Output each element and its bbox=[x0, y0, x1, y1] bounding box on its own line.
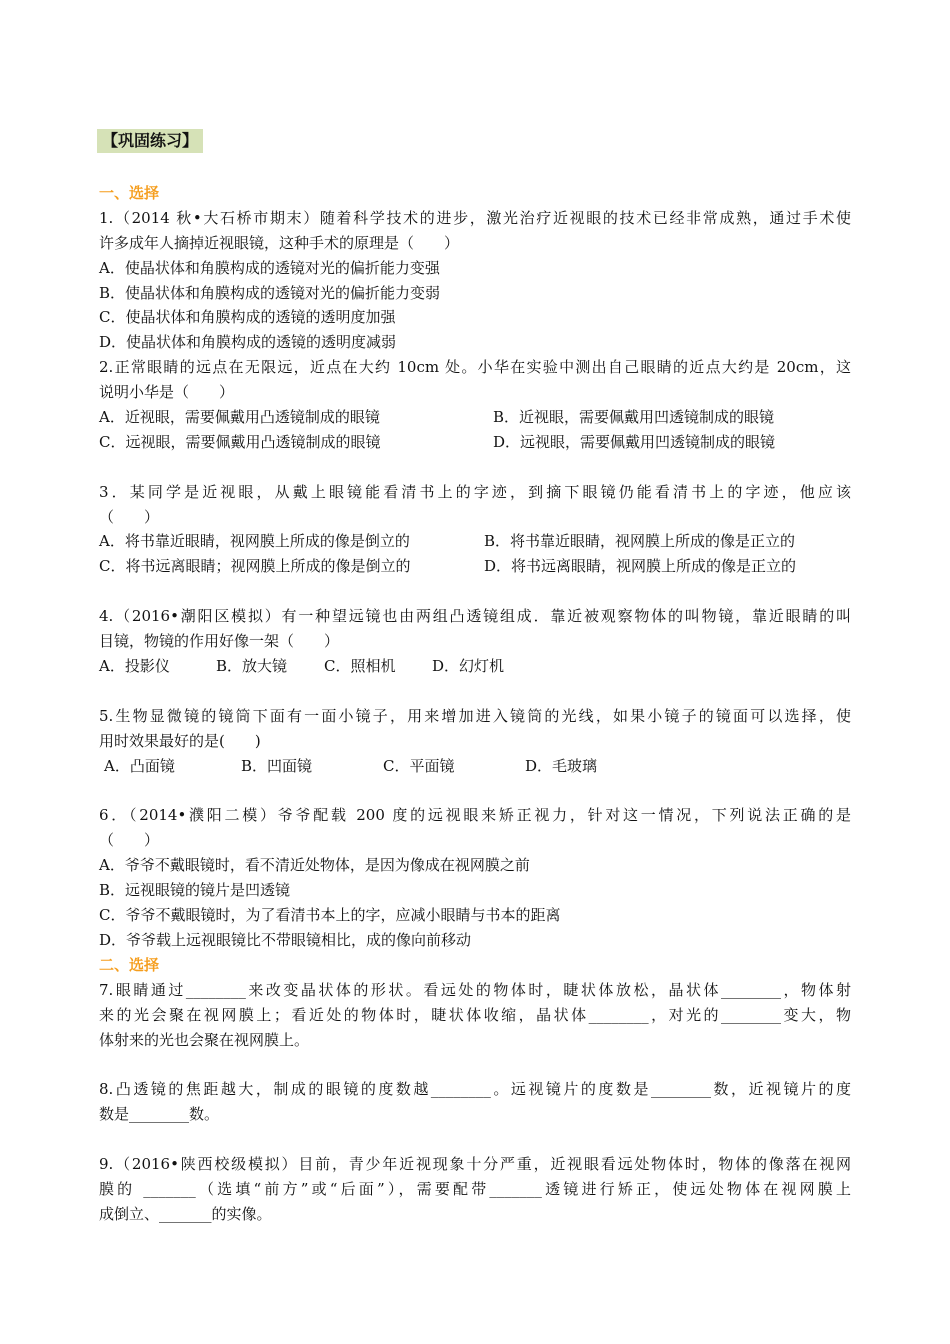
q7-line2: 来的光会聚在视网膜上；看近处的物体时，睫状体收缩，晶状体________，对光的________变大，物 bbox=[99, 1006, 851, 1024]
q9-line1: 9.（2016•陕西校级模拟）目前，青少年近视现象十分严重，近视眼看远处物体时，物体的像落在视网 bbox=[99, 1155, 851, 1173]
q6-stem-line2: （ ） bbox=[99, 831, 160, 849]
q2-stem-line2: 说明小华是（ ） bbox=[99, 383, 235, 401]
q4-option-a: A．投影仪 bbox=[99, 657, 170, 675]
section-heading-2: 二、选择 bbox=[99, 956, 160, 974]
section-heading-1: 一、选择 bbox=[99, 184, 160, 202]
q7-line3: 体射来的光也会聚在视网膜上。 bbox=[99, 1031, 310, 1049]
q9-line2: 膜的 _______（选填“前方”或“后面”），需要配带_______透镜进行矫正，使远处物体在视网膜上 bbox=[99, 1180, 851, 1198]
section-banner: 【巩固练习】 bbox=[97, 129, 203, 153]
q6-option-b: B．远视眼镜的镜片是凹透镜 bbox=[99, 881, 291, 899]
q9-line3: 成倒立、_______的实像。 bbox=[99, 1205, 272, 1223]
q5-option-c: C．平面镜 bbox=[383, 757, 455, 775]
q5-option-b: B．凹面镜 bbox=[241, 757, 313, 775]
q1-option-b: B．使晶状体和角膜构成的透镜对光的偏折能力变弱 bbox=[99, 284, 441, 302]
q1-option-d: D．使晶状体和角膜构成的透镜的透明度减弱 bbox=[99, 333, 397, 351]
q5-stem-line2: 用时效果最好的是( ) bbox=[99, 732, 261, 750]
q2-option-d: D．远视眼，需要佩戴用凹透镜制成的眼镜 bbox=[493, 433, 776, 451]
q5-stem-line1: 5.生物显微镜的镜筒下面有一面小镜子，用来增加进入镜筒的光线，如果小镜子的镜面可以选择，使 bbox=[99, 707, 851, 725]
q3-option-d: D．将书远离眼睛，视网膜上所成的像是正立的 bbox=[484, 557, 797, 575]
q3-option-c: C．将书远离眼睛；视网膜上所成的像是倒立的 bbox=[99, 557, 411, 575]
q3-stem-line2: （ ） bbox=[99, 508, 160, 526]
q6-stem-line1: 6．（2014•濮阳二模）爷爷配载 200 度的远视眼来矫正视力，针对这一情况，下列说法正确的是 bbox=[99, 806, 851, 824]
q1-stem-line2: 许多成年人摘掉近视眼镜，这种手术的原理是（ ） bbox=[99, 234, 460, 252]
q4-option-d: D．幻灯机 bbox=[432, 657, 505, 675]
q7-line1: 7.眼睛通过________来改变晶状体的形状。看远处的物体时，睫状体放松，晶状体________，物体射 bbox=[99, 981, 851, 999]
q8-line1: 8.凸透镜的焦距越大，制成的眼镜的度数越________。远视镜片的度数是________数，近视镜片的度 bbox=[99, 1080, 851, 1098]
q8-line2: 数是________数。 bbox=[99, 1105, 220, 1123]
q6-option-a: A．爷爷不戴眼镜时，看不清近处物体，是因为像成在视网膜之前 bbox=[99, 856, 530, 874]
q6-option-d: D．爷爷载上远视眼镜比不带眼镜相比，成的像向前移动 bbox=[99, 931, 472, 949]
q3-stem-line1: 3．某同学是近视眼，从戴上眼镜能看清书上的字迹，到摘下眼镜仍能看清书上的字迹，他应该 bbox=[99, 483, 851, 501]
q2-option-a: A．近视眼，需要佩戴用凸透镜制成的眼镜 bbox=[99, 408, 380, 426]
q2-option-c: C．远视眼，需要佩戴用凸透镜制成的眼镜 bbox=[99, 433, 381, 451]
q4-option-b: B．放大镜 bbox=[216, 657, 288, 675]
q3-option-b: B．将书靠近眼睛，视网膜上所成的像是正立的 bbox=[484, 532, 796, 550]
q1-option-a: A．使晶状体和角膜构成的透镜对光的偏折能力变强 bbox=[99, 259, 440, 277]
q4-stem-line1: 4.（2016•潮阳区模拟）有一种望远镜也由两组凸透镜组成．靠近被观察物体的叫物镜，靠近眼睛的叫 bbox=[99, 607, 851, 625]
q1-option-c: C．使晶状体和角膜构成的透镜的透明度加强 bbox=[99, 308, 396, 326]
q4-stem-line2: 目镜，物镜的作用好像一架（ ） bbox=[99, 632, 340, 650]
q3-option-a: A．将书靠近眼睛，视网膜上所成的像是倒立的 bbox=[99, 532, 410, 550]
q6-option-c: C．爷爷不戴眼镜时，为了看清书本上的字，应减小眼睛与书本的距离 bbox=[99, 906, 561, 924]
q1-stem-line1: 1.（2014 秋•大石桥市期末）随着科学技术的进步，激光治疗近视眼的技术已经非常成熟，通过手术使 bbox=[99, 209, 851, 227]
q4-option-c: C．照相机 bbox=[324, 657, 396, 675]
q2-option-b: B．近视眼，需要佩戴用凹透镜制成的眼镜 bbox=[493, 408, 775, 426]
q5-option-a: A．凸面镜 bbox=[104, 757, 175, 775]
q2-stem-line1: 2.正常眼睛的远点在无限远，近点在大约 10cm 处。小华在实验中测出自己眼睛的近点大约是 20cm，这 bbox=[99, 358, 851, 376]
q5-option-d: D．毛玻璃 bbox=[525, 757, 598, 775]
